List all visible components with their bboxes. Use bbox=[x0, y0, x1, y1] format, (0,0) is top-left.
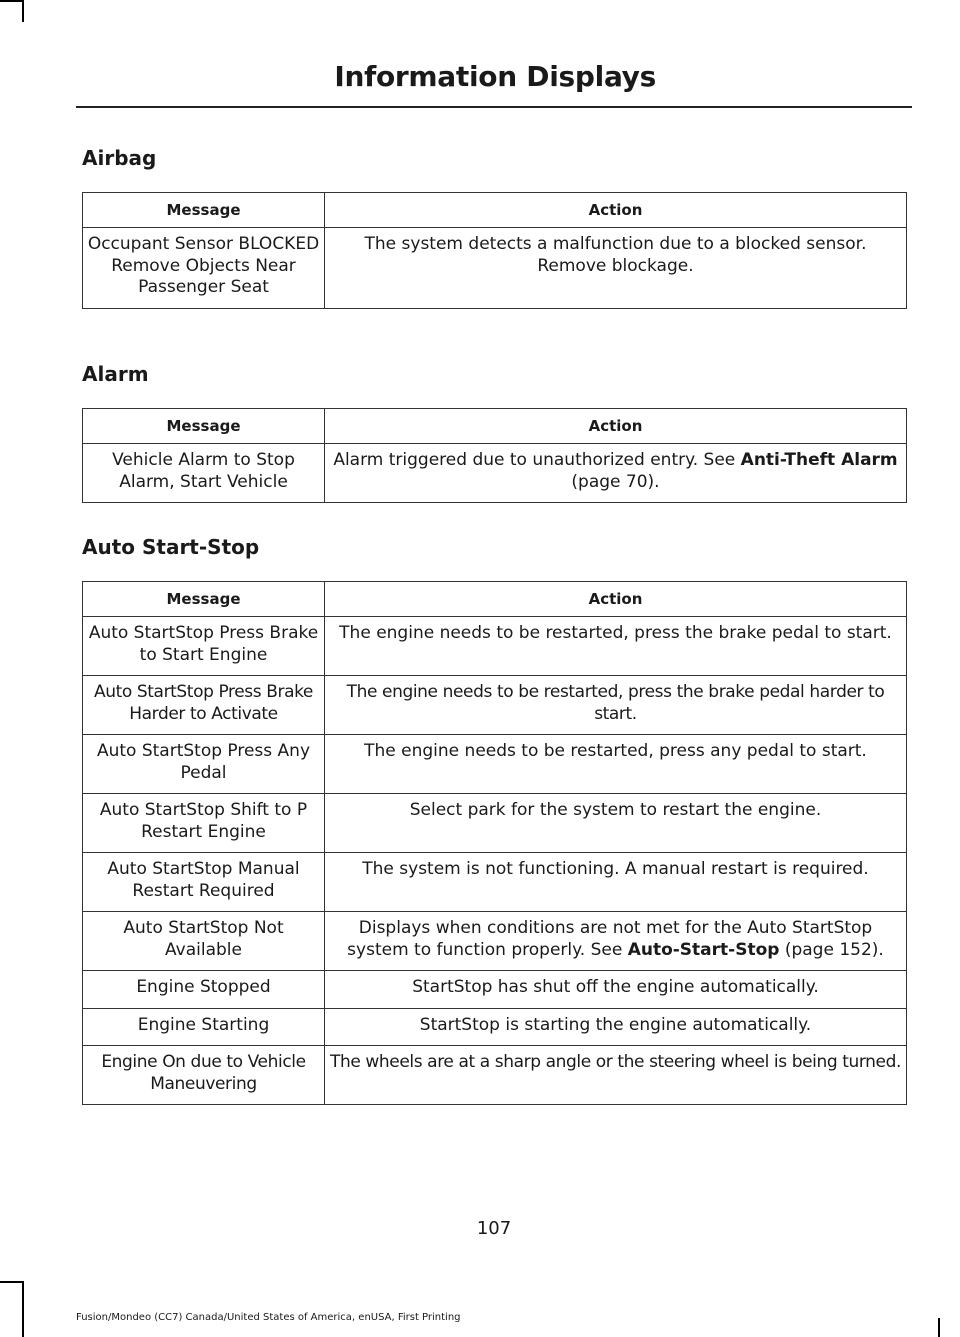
action-text: Alarm triggered due to unauthorized entry. See bbox=[333, 450, 741, 470]
table-row bbox=[83, 228, 907, 309]
table-header-row bbox=[83, 193, 907, 228]
crop-mark bbox=[938, 1318, 940, 1337]
table-row bbox=[83, 676, 907, 735]
action-cell: StartStop has shut off the engine automatically. bbox=[325, 971, 907, 1009]
message-cell: Auto StartStop Shift to P Restart Engine bbox=[83, 794, 325, 853]
crop-mark bbox=[22, 0, 24, 22]
table-row bbox=[83, 1008, 907, 1046]
message-cell: Engine On due to Vehicle Maneuvering bbox=[83, 1046, 325, 1105]
table-row bbox=[83, 1046, 907, 1105]
action-text: (page 70). bbox=[571, 471, 660, 492]
auto-start-stop-table bbox=[82, 581, 907, 1105]
column-header-message: Message bbox=[83, 193, 325, 228]
table-row bbox=[83, 444, 907, 503]
publication-info: Fusion/Mondeo (CC7) Canada/United States of America, enUSA, First Printing bbox=[76, 1312, 461, 1323]
action-cell: The engine needs to be restarted, press the brake pedal to start. bbox=[325, 617, 907, 676]
message-cell: Engine Stopped bbox=[83, 971, 325, 1009]
table-row bbox=[83, 735, 907, 794]
column-header-message: Message bbox=[83, 582, 325, 617]
action-cell: Select park for the system to restart the engine. bbox=[325, 794, 907, 853]
crop-mark bbox=[22, 1281, 24, 1337]
action-cell: The engine needs to be restarted, press any pedal to start. bbox=[325, 735, 907, 794]
column-header-action: Action bbox=[325, 582, 907, 617]
alarm-table bbox=[82, 408, 907, 503]
crop-mark bbox=[0, 1281, 22, 1283]
section-title: Alarm bbox=[82, 362, 149, 386]
action-cell bbox=[325, 444, 907, 503]
page-number: 107 bbox=[476, 1218, 512, 1239]
cross-reference-link[interactable]: Anti-Theft Alarm bbox=[740, 450, 898, 470]
message-cell: Auto StartStop Not Available bbox=[83, 912, 325, 971]
column-header-message: Message bbox=[83, 409, 325, 444]
message-cell: Auto StartStop Press Any Pedal bbox=[83, 735, 325, 794]
message-cell: Vehicle Alarm to Stop Alarm, Start Vehicle bbox=[83, 444, 325, 503]
action-cell: The engine needs to be restarted, press the brake pedal harder to start. bbox=[325, 676, 907, 735]
table-header-row bbox=[83, 409, 907, 444]
action-text: Displays when conditions are not met for the Auto StartStop system to function properly. See bbox=[347, 918, 873, 960]
action-cell: The wheels are at a sharp angle or the steering wheel is being turned. bbox=[325, 1046, 907, 1105]
table-row bbox=[83, 794, 907, 853]
section-title: Airbag bbox=[82, 146, 157, 170]
table-header-row bbox=[83, 582, 907, 617]
page-header-title: Information Displays bbox=[334, 60, 656, 93]
table-row bbox=[83, 971, 907, 1009]
header-divider bbox=[76, 106, 912, 108]
message-cell: Engine Starting bbox=[83, 1008, 325, 1046]
section-alarm bbox=[82, 362, 906, 503]
column-header-action: Action bbox=[325, 193, 907, 228]
section-auto-start-stop bbox=[82, 535, 906, 1105]
action-cell: The system detects a malfunction due to a blocked sensor. Remove blockage. bbox=[325, 228, 907, 309]
table-row bbox=[83, 853, 907, 912]
action-cell bbox=[325, 912, 907, 971]
action-text: (page 152). bbox=[779, 939, 884, 960]
action-cell: The system is not functioning. A manual restart is required. bbox=[325, 853, 907, 912]
message-cell: Auto StartStop Press Brake Harder to Activate bbox=[83, 676, 325, 735]
table-row bbox=[83, 617, 907, 676]
column-header-action: Action bbox=[325, 409, 907, 444]
table-row bbox=[83, 912, 907, 971]
section-airbag bbox=[82, 146, 906, 309]
section-title: Auto Start-Stop bbox=[82, 535, 260, 559]
message-cell: Occupant Sensor BLOCKED Remove Objects Near Passenger Seat bbox=[83, 228, 325, 309]
airbag-table bbox=[82, 192, 907, 309]
cross-reference-link[interactable]: Auto-Start-Stop bbox=[627, 939, 780, 960]
message-cell: Auto StartStop Manual Restart Required bbox=[83, 853, 325, 912]
crop-mark bbox=[0, 0, 22, 2]
action-cell: StartStop is starting the engine automatically. bbox=[325, 1008, 907, 1046]
message-cell: Auto StartStop Press Brake to Start Engine bbox=[83, 617, 325, 676]
